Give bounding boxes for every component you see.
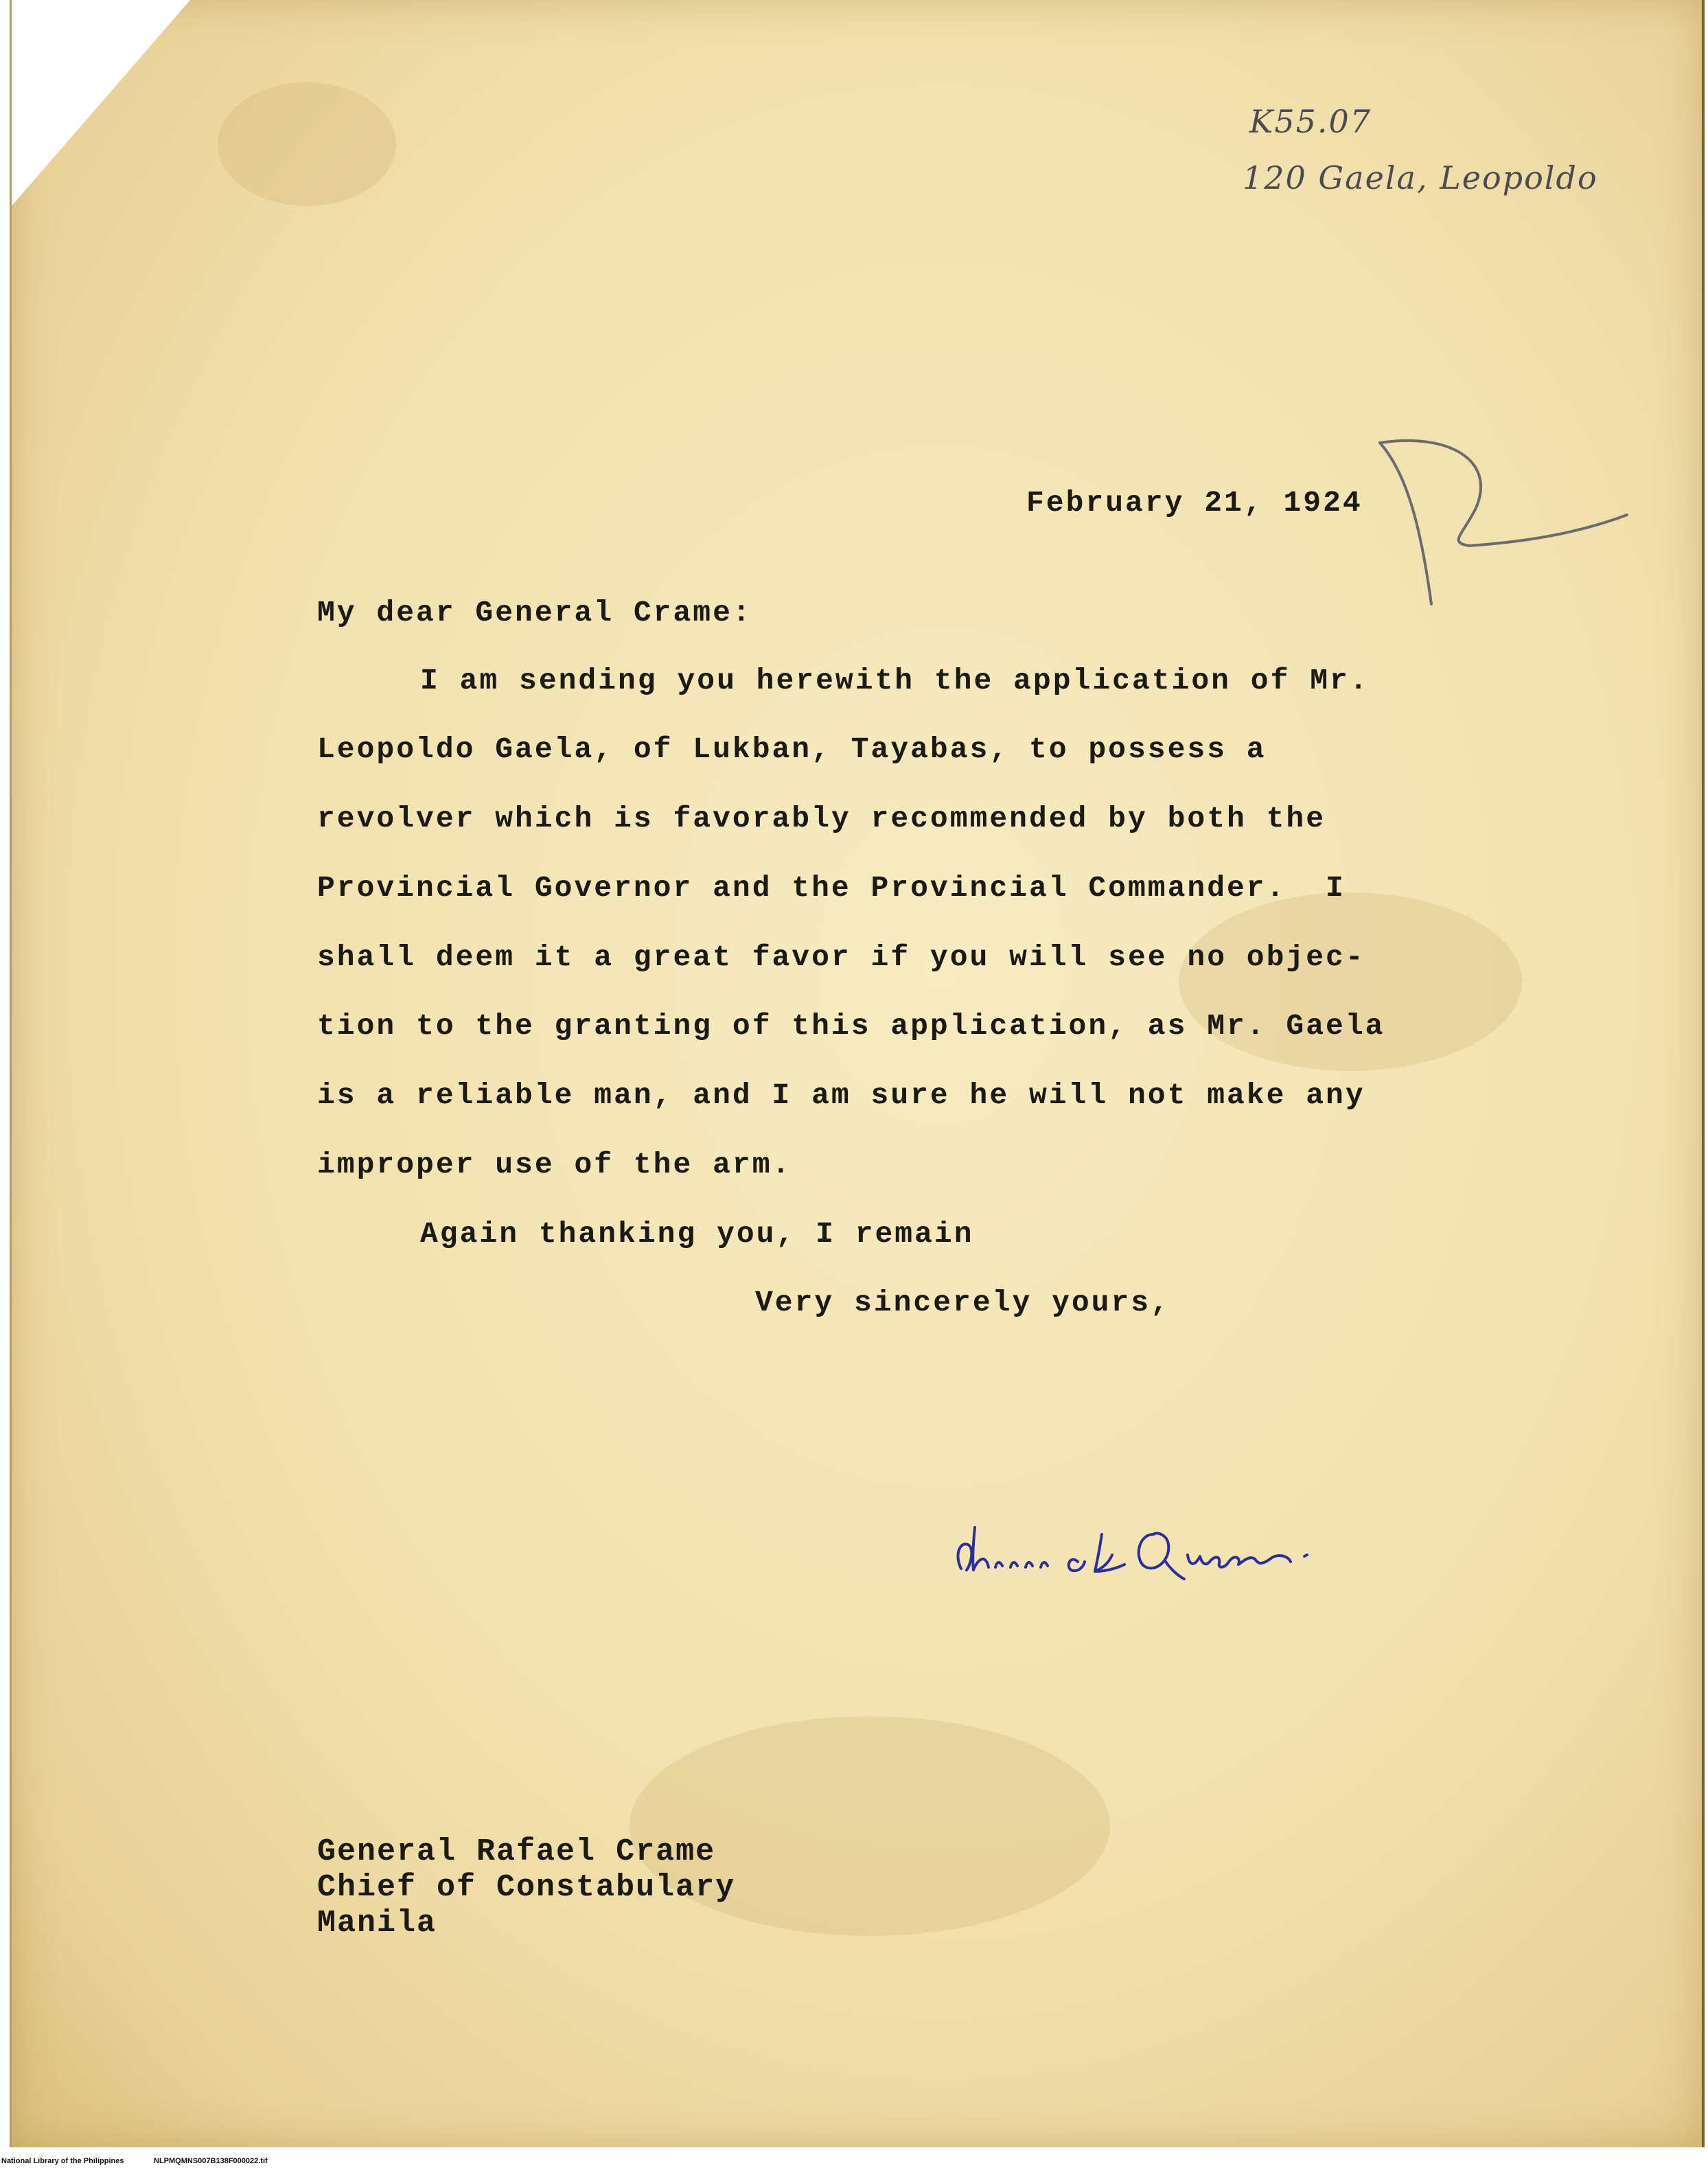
- footer-file-id: NLPMQMNS007B138F000022.tif: [154, 2157, 268, 2165]
- body-line-6: tion to the granting of this application, as Mr. Gaela: [317, 1009, 1385, 1043]
- paper-stain: [218, 82, 396, 206]
- body-line-4: Provincial Governor and the Provincial Commander. I: [317, 871, 1346, 905]
- valediction: Very sincerely yours,: [755, 1286, 1170, 1319]
- body-line-5: shall deem it a great favor if you will see no objec-: [317, 940, 1365, 974]
- body-line-3: revolver which is favorably recommended by both the: [317, 802, 1326, 835]
- archive-note-name: 120 Gaela, Leopoldo: [1243, 159, 1598, 196]
- recipient-city: Manila: [317, 1906, 437, 1941]
- body-line-7: is a reliable man, and I am sure he will not make any: [317, 1078, 1365, 1112]
- paper-stain: [1179, 892, 1522, 1071]
- salutation: My dear General Crame:: [317, 596, 752, 630]
- recipient-title: Chief of Constabulary: [317, 1870, 736, 1905]
- scan-footer: [0, 2153, 1708, 2170]
- letter-page: [10, 0, 1705, 2147]
- body-line-2: Leopoldo Gaela, of Lukban, Tayabas, to possess a: [317, 732, 1267, 766]
- pencil-check-mark: [1366, 432, 1641, 618]
- footer-institution: National Library of the Philippines: [1, 2157, 124, 2165]
- handwritten-signature: [947, 1514, 1359, 1589]
- recipient-address: [317, 1834, 735, 1941]
- archive-note-code: K55.07: [1249, 103, 1372, 140]
- body-line-1: I am sending you herewith the application of Mr.: [420, 664, 1370, 697]
- body-line-8: improper use of the arm.: [317, 1148, 792, 1181]
- torn-corner: [12, 0, 190, 206]
- letter-date: February 21, 1924: [1026, 486, 1363, 520]
- closing-line: Again thanking you, I remain: [420, 1217, 974, 1251]
- recipient-name: General Rafael Crame: [317, 1834, 716, 1869]
